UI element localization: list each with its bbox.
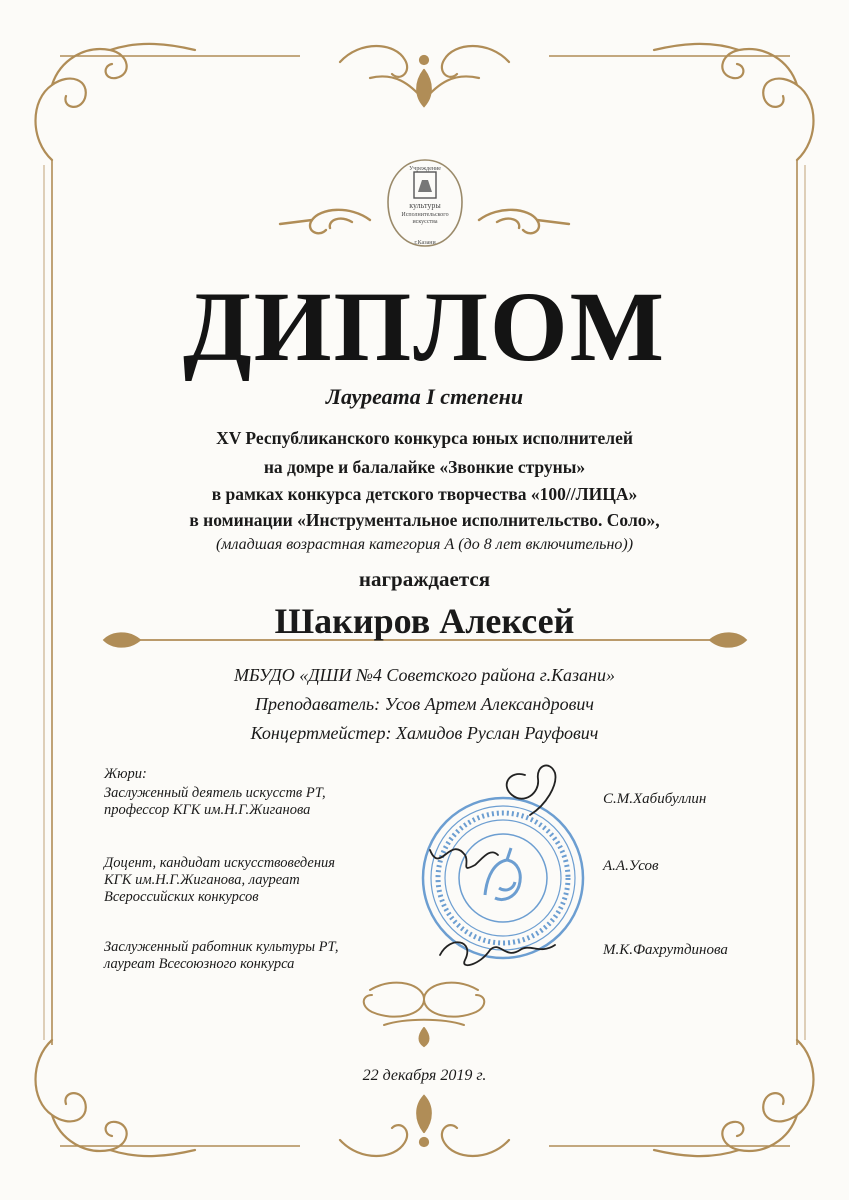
logo-mid-text-3: искусства (412, 219, 438, 225)
corner-ornament-bottom-left (36, 1040, 196, 1156)
diploma-subtitle: Лауреата I степени (325, 384, 524, 409)
logo-top-text: Учреждение (409, 166, 441, 172)
diploma-title: ДИПЛОМ (182, 271, 667, 382)
jury-member-1-name: С.М.Хабибуллин (603, 791, 707, 807)
jury-member-1-title (104, 785, 326, 819)
jury-heading: Жюри: (104, 766, 147, 782)
logo-bottom-text: г.Казани (414, 240, 436, 246)
institution-logo (384, 158, 466, 250)
bottom-center-ornament (340, 1096, 509, 1156)
handwritten-signatures (420, 755, 580, 995)
age-category: (младшая возрастная категория А (до 8 лет включительно)) (215, 536, 634, 553)
recipient-name: Шакиров Алексей (274, 601, 575, 641)
corner-ornament-bottom-right (654, 1040, 814, 1156)
accompanist: Концертмейстер: Хамидов Руслан Рауфович (250, 723, 599, 743)
jury-member-1-title-line1: Заслуженный деятель искусств РТ, (104, 785, 326, 801)
body-line-3: в рамках конкурса детского творчества «100//ЛИЦА» (211, 484, 638, 504)
jury-member-1-title-line2: профессор КГК им.Н.Г.Жиганова (104, 802, 311, 818)
jury-member-2-title-line1: Доцент, кандидат искусствоведения (104, 855, 336, 871)
jury-member-3-title (104, 939, 339, 973)
corner-ornament-top-right (654, 44, 814, 160)
award-text: награждается (358, 567, 491, 591)
top-center-ornament (340, 46, 509, 106)
body-line-1: XV Республиканского конкурса юных исполнителей (216, 428, 633, 448)
body-line-2: на домре и балалайке «Звонкие струны» (263, 457, 586, 477)
corner-ornament-top-left (36, 44, 196, 160)
jury-member-3-title-line2: лауреат Всесоюзного конкурса (104, 956, 295, 972)
jury-member-2-title (104, 855, 335, 906)
jury-member-2-title-line2: КГК им.Н.Г.Жиганова, лауреат (104, 872, 300, 888)
logo-mid-text-1: культуры (409, 201, 441, 210)
institution: МБУДО «ДШИ №4 Советского района г.Казани» (234, 665, 615, 685)
award-date: 22 декабря 2019 г. (362, 1067, 487, 1084)
teacher: Преподаватель: Усов Артем Александрович (254, 694, 594, 714)
jury-member-3-title-line1: Заслуженный работник культуры РТ, (104, 939, 339, 955)
jury-member-2-title-line3: Всероссийских конкурсов (104, 889, 259, 905)
jury-member-3-name: М.К.Фахрутдинова (603, 942, 728, 958)
logo-mid-text-2: Исполнительского (401, 212, 449, 218)
jury-member-2-name: А.А.Усов (603, 858, 659, 874)
body-line-4: в номинации «Инструментальное исполнительство. Соло», (189, 510, 660, 530)
